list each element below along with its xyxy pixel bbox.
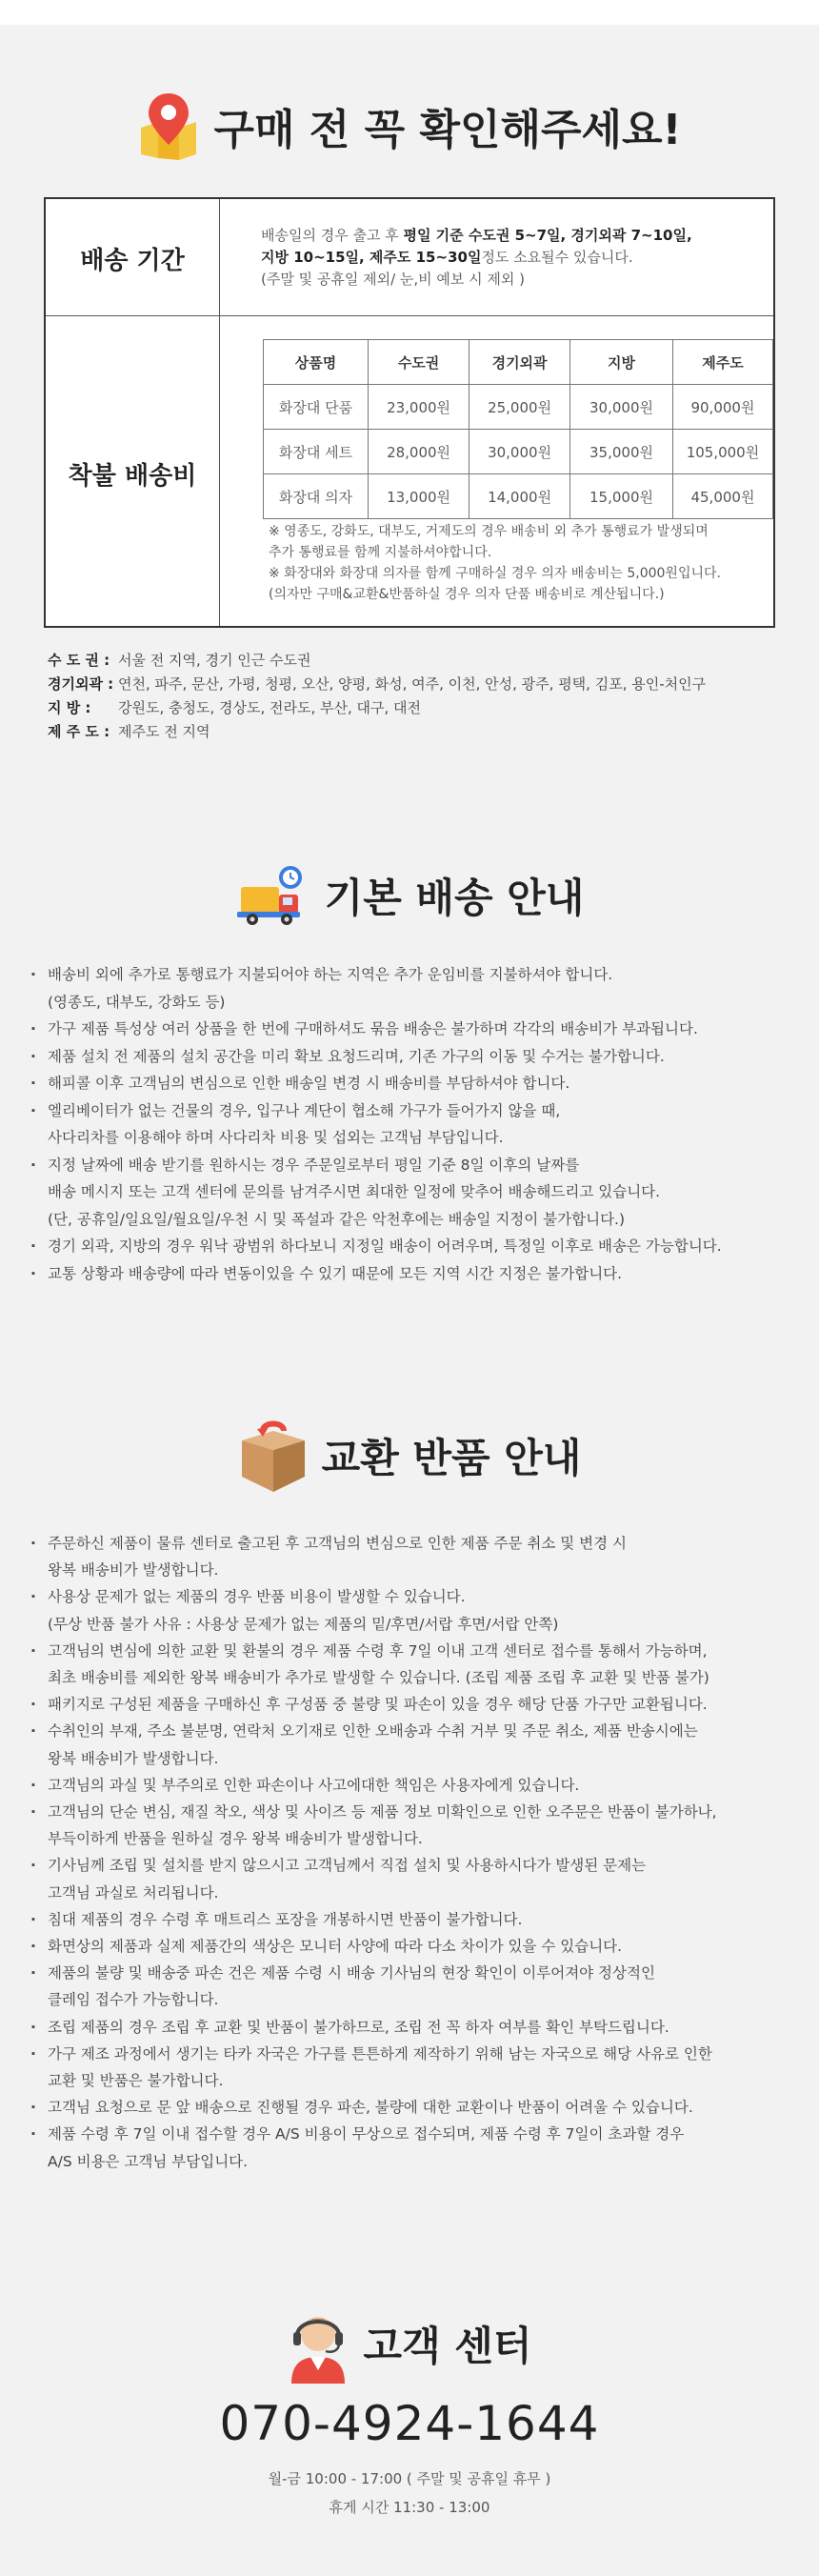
region-key: 수 도 권 : (48, 652, 110, 669)
region-item (48, 673, 706, 696)
list-line: · 기사님께 조립 및 설치를 받지 않으시고 고객님께서 직접 설치 및 사용하시다가 발생된 문제는 (48, 1857, 647, 1875)
fee-note-line: ※ 화장대와 화장대 의자를 함께 구매하실 경우 의자 배송비는 5,000원입니다. (269, 566, 721, 581)
list-line: · 경기 외곽, 지방의 경우 워낙 광범위 하다보니 지정일 배송이 어려우며, 특정일 이후로 배송은 가능합니다. (48, 1238, 722, 1255)
delivery-title: 기본 배송 안내 (324, 875, 585, 921)
list-line: 최초 배송비를 제외한 왕복 배송비가 추가로 발생할 수 있습니다. (조립 제품 조립 후 교환 및 반품 불가) (48, 1669, 709, 1687)
cs-phone-number[interactable]: 070-4924-1644 (219, 2396, 600, 2451)
fee-header-cell: 상품명 (264, 340, 369, 385)
fee-note-line: (의자만 구매&교환&반품하실 경우 의자 단품 배송비로 계산됩니다.) (269, 587, 665, 602)
region-item (48, 720, 706, 744)
fee-cell: 23,000원 (369, 385, 469, 430)
region-item (48, 696, 706, 720)
list-line: 사다리차를 이용해야 하며 사다리차 비용 및 섭외는 고객님 부담입니다. (48, 1129, 504, 1146)
fee-header-cell: 수도권 (369, 340, 469, 385)
list-item (29, 2121, 717, 2174)
fee-row (264, 385, 773, 430)
region-value: 서울 전 지역, 경기 인근 수도권 (118, 652, 311, 669)
list-item (29, 1933, 717, 1960)
top-white-strip (0, 0, 819, 25)
list-line: 교환 및 반품은 불가합니다. (48, 2072, 224, 2090)
list-item (29, 1583, 717, 1637)
list-item (29, 2094, 717, 2121)
list-line: · 고객님의 과실 및 부주의로 인한 파손이나 사고에대한 책임은 사용자에게 있습니다. (48, 1776, 580, 1794)
list-item (29, 1152, 722, 1234)
period-line2-bold: 지방 10~15일, 제주도 15~30일 (261, 249, 482, 266)
list-line: · 해피콜 이후 고객님의 변심으로 인한 배송일 변경 시 배송비를 부담하셔야 합니다. (48, 1075, 570, 1092)
cs-title: 고객 센터 (363, 2323, 532, 2369)
region-list (48, 649, 706, 744)
list-line: · 패키지로 구성된 제품을 구매하신 후 구성품 중 불량 및 파손이 있을 경우 해당 단품 가구만 교환됩니다. (48, 1696, 708, 1714)
region-key: 제 주 도 : (48, 723, 110, 740)
return-box-icon (238, 1418, 309, 1494)
region-value: 강원도, 충청도, 경상도, 전라도, 부산, 대구, 대전 (118, 699, 422, 716)
fee-header-cell: 경기외곽 (469, 340, 570, 385)
list-line: · 교통 상황과 배송량에 따라 변동이있을 수 있기 때문에 모든 지역 시간 지정은 불가합니다. (48, 1264, 623, 1282)
delivery-list (29, 961, 722, 1287)
fee-row (264, 430, 773, 474)
fee-header-cell: 지방 (570, 340, 673, 385)
list-line: 왕복 배송비가 발생합니다. (48, 1561, 219, 1580)
fee-note-line: 추가 통행료를 함께 지불하셔야합니다. (269, 545, 492, 560)
list-item (29, 1960, 717, 2013)
exchange-title: 교환 반품 안내 (321, 1435, 582, 1481)
fee-header-cell: 제주도 (672, 340, 772, 385)
list-item (29, 1718, 717, 1771)
check-heading (0, 88, 819, 164)
period-line3: (주말 및 공휴일 제외/ 눈,비 예보 시 제외 ) (261, 271, 526, 288)
fee-cell: 90,000원 (672, 385, 772, 430)
list-line: · 수취인의 부재, 주소 불분명, 연락처 오기재로 인한 오배송과 수취 거부 및 주문 취소, 제품 반송시에는 (48, 1722, 698, 1741)
region-value: 연천, 파주, 문산, 가평, 청평, 오산, 양평, 화성, 여주, 이천, 안성, 광주, 평택, 김포, 용인-처인구 (118, 675, 707, 693)
list-line: · 배송비 외에 추가로 통행료가 지불되어야 하는 지역은 추가 운임비를 지불하셔야 합니다. (48, 966, 613, 983)
shipping-fee-label: 착불 배송비 (68, 462, 197, 491)
period-line2-post: 정도 소요될수 있습니다. (481, 249, 633, 266)
list-item (29, 1233, 722, 1260)
list-line: A/S 비용은 고객님 부담입니다. (48, 2152, 249, 2170)
list-item (29, 1016, 722, 1043)
check-title: 구매 전 꼭 확인해주세요! (213, 106, 682, 154)
cs-heading (0, 2301, 819, 2386)
list-item (29, 1691, 717, 1718)
fee-cell: 14,000원 (469, 474, 570, 519)
list-line: 배송 메시지 또는 고객 센터에 문의를 남겨주시면 최대한 일정에 맞추어 배송해드리고 있습니다. (48, 1183, 661, 1200)
fee-note-line: ※ 영종도, 강화도, 대부도, 거제도의 경우 배송비 외 추가 통행료가 발생되며 (269, 524, 709, 539)
fee-cell: 화장대 세트 (264, 430, 369, 474)
region-key: 경기외곽 : (48, 675, 114, 693)
list-line: · 지정 날짜에 배송 받기를 원하시는 경우 주문일로부터 평일 기준 8일 이후의 날짜를 (48, 1156, 580, 1174)
fee-cell: 35,000원 (570, 430, 673, 474)
region-item (48, 649, 706, 673)
region-key: 지 방 : (48, 699, 91, 716)
list-line: · 가구 제조 과정에서 생기는 타카 자국은 가구를 튼튼하게 제작하기 위해 남는 자국으로 해당 사유로 인한 (48, 2044, 712, 2063)
fee-cell: 45,000원 (672, 474, 772, 519)
fee-cell: 30,000원 (570, 385, 673, 430)
list-line: 부득이하게 반품을 원하실 경우 왕복 배송비가 발생합니다. (48, 1830, 423, 1848)
shipping-period-label: 배송 기간 (80, 247, 185, 275)
list-item (29, 1260, 722, 1288)
exchange-list (29, 1530, 717, 2175)
list-line: · 제품 설치 전 제품의 설치 공간을 미리 확보 요청드리며, 기존 가구의 이동 및 수거는 불가합니다. (48, 1047, 665, 1065)
list-line: 왕복 배송비가 발생합니다. (48, 1749, 219, 1767)
list-line: · 제품의 불량 및 배송중 파손 건은 제품 수령 시 배송 기사님의 현장 확인이 이루어져야 정상적인 (48, 1964, 655, 1982)
fee-cell: 25,000원 (469, 385, 570, 430)
shipping-period-text (261, 225, 692, 291)
fee-header-row (264, 340, 773, 385)
shipping-table (44, 197, 775, 628)
list-line: 클레임 접수가 가능합니다. (48, 1991, 219, 2009)
list-item (29, 2041, 717, 2094)
list-line: · 침대 제품의 경우 수령 후 매트리스 포장을 개봉하시면 반품이 불가합니다. (48, 1910, 523, 1928)
fee-cell: 105,000원 (672, 430, 772, 474)
fee-row (264, 474, 773, 519)
list-line: · 제품 수령 후 7일 이내 접수할 경우 A/S 비용이 무상으로 접수되며, 제품 수령 후 7일이 초과할 경우 (48, 2125, 685, 2143)
map-pin-icon (137, 91, 200, 160)
fee-notes (269, 521, 721, 605)
list-line: · 조립 제품의 경우 조립 후 교환 및 반품이 불가하므로, 조립 전 꼭 하자 여부를 확인 부탁드립니다. (48, 2018, 669, 2036)
exchange-heading (0, 1413, 819, 1499)
list-item (29, 961, 722, 1016)
list-item (29, 1070, 722, 1097)
list-item (29, 1906, 717, 1933)
delivery-heading (0, 857, 819, 934)
cs-break-time: 휴게 시간 11:30 - 13:00 (329, 2499, 490, 2516)
fee-area (219, 315, 773, 626)
fee-cell: 15,000원 (570, 474, 673, 519)
list-item (29, 1530, 717, 1583)
list-line: · 고객님의 단순 변심, 재질 착오, 색상 및 사이즈 등 제품 정보 미확인으로 인한 오주문은 반품이 불가하나, (48, 1803, 717, 1821)
list-line: (무상 반품 불가 사유 : 사용상 문제가 없는 제품의 밑/후면/서랍 후면/서랍 안쪽) (48, 1615, 559, 1633)
list-item (29, 2014, 717, 2041)
list-item (29, 1638, 717, 1691)
fee-table (263, 339, 773, 519)
list-item (29, 1772, 717, 1799)
fee-cell: 30,000원 (469, 430, 570, 474)
list-line: · 고객님의 변심에 의한 교환 및 환불의 경우 제품 수령 후 7일 이내 고객 센터로 접수를 통해서 가능하며, (48, 1641, 708, 1660)
period-line1-bold: 평일 기준 수도권 5~7일, 경기외곽 7~10일, (403, 227, 692, 244)
customer-service-agent-icon (288, 2304, 349, 2384)
list-line: · 주문하신 제품이 물류 센터로 출고된 후 고객님의 변심으로 인한 제품 주문 취소 및 변경 시 (48, 1535, 628, 1552)
list-item (29, 1799, 717, 1852)
region-value: 제주도 전 지역 (118, 723, 210, 740)
list-item (29, 1852, 717, 1905)
list-line: (단, 공휴일/일요일/월요일/우천 시 및 폭설과 같은 악천후에는 배송일 지정이 불가합니다.) (48, 1210, 626, 1228)
list-line: · 사용상 문제가 없는 제품의 경우 반품 비용이 발생할 수 있습니다. (48, 1588, 466, 1606)
list-line: · 가구 제품 특성상 여러 상품을 한 번에 구매하셔도 묶음 배송은 불가하며 각각의 배송비가 부과됩니다. (48, 1020, 698, 1037)
list-item (29, 1043, 722, 1071)
list-line: · 엘리베이터가 없는 건물의 경우, 입구나 계단이 협소해 가구가 들어가지 않을 때, (48, 1101, 561, 1119)
cs-hours: 월-금 10:00 - 17:00 ( 주말 및 공휴일 휴무 ) (268, 2470, 551, 2487)
fee-cell: 13,000원 (369, 474, 469, 519)
list-line: 고객님 과실로 처리됩니다. (48, 1883, 219, 1902)
fee-cell: 화장대 의자 (264, 474, 369, 519)
list-line: · 고객님 요청으로 문 앞 배송으로 진행될 경우 파손, 불량에 대한 교환이나 반품이 어려울 수 있습니다. (48, 2099, 693, 2117)
list-item (29, 1097, 722, 1152)
list-line: (영종도, 대부도, 강화도 등) (48, 993, 226, 1011)
delivery-truck-icon (235, 864, 308, 927)
fee-cell: 28,000원 (369, 430, 469, 474)
fee-cell: 화장대 단품 (264, 385, 369, 430)
period-line1-pre: 배송일의 경우 출고 후 (261, 227, 404, 244)
list-line: · 화면상의 제품과 실제 제품간의 색상은 모니터 사양에 따라 다소 차이가 있을 수 있습니다. (48, 1938, 623, 1956)
